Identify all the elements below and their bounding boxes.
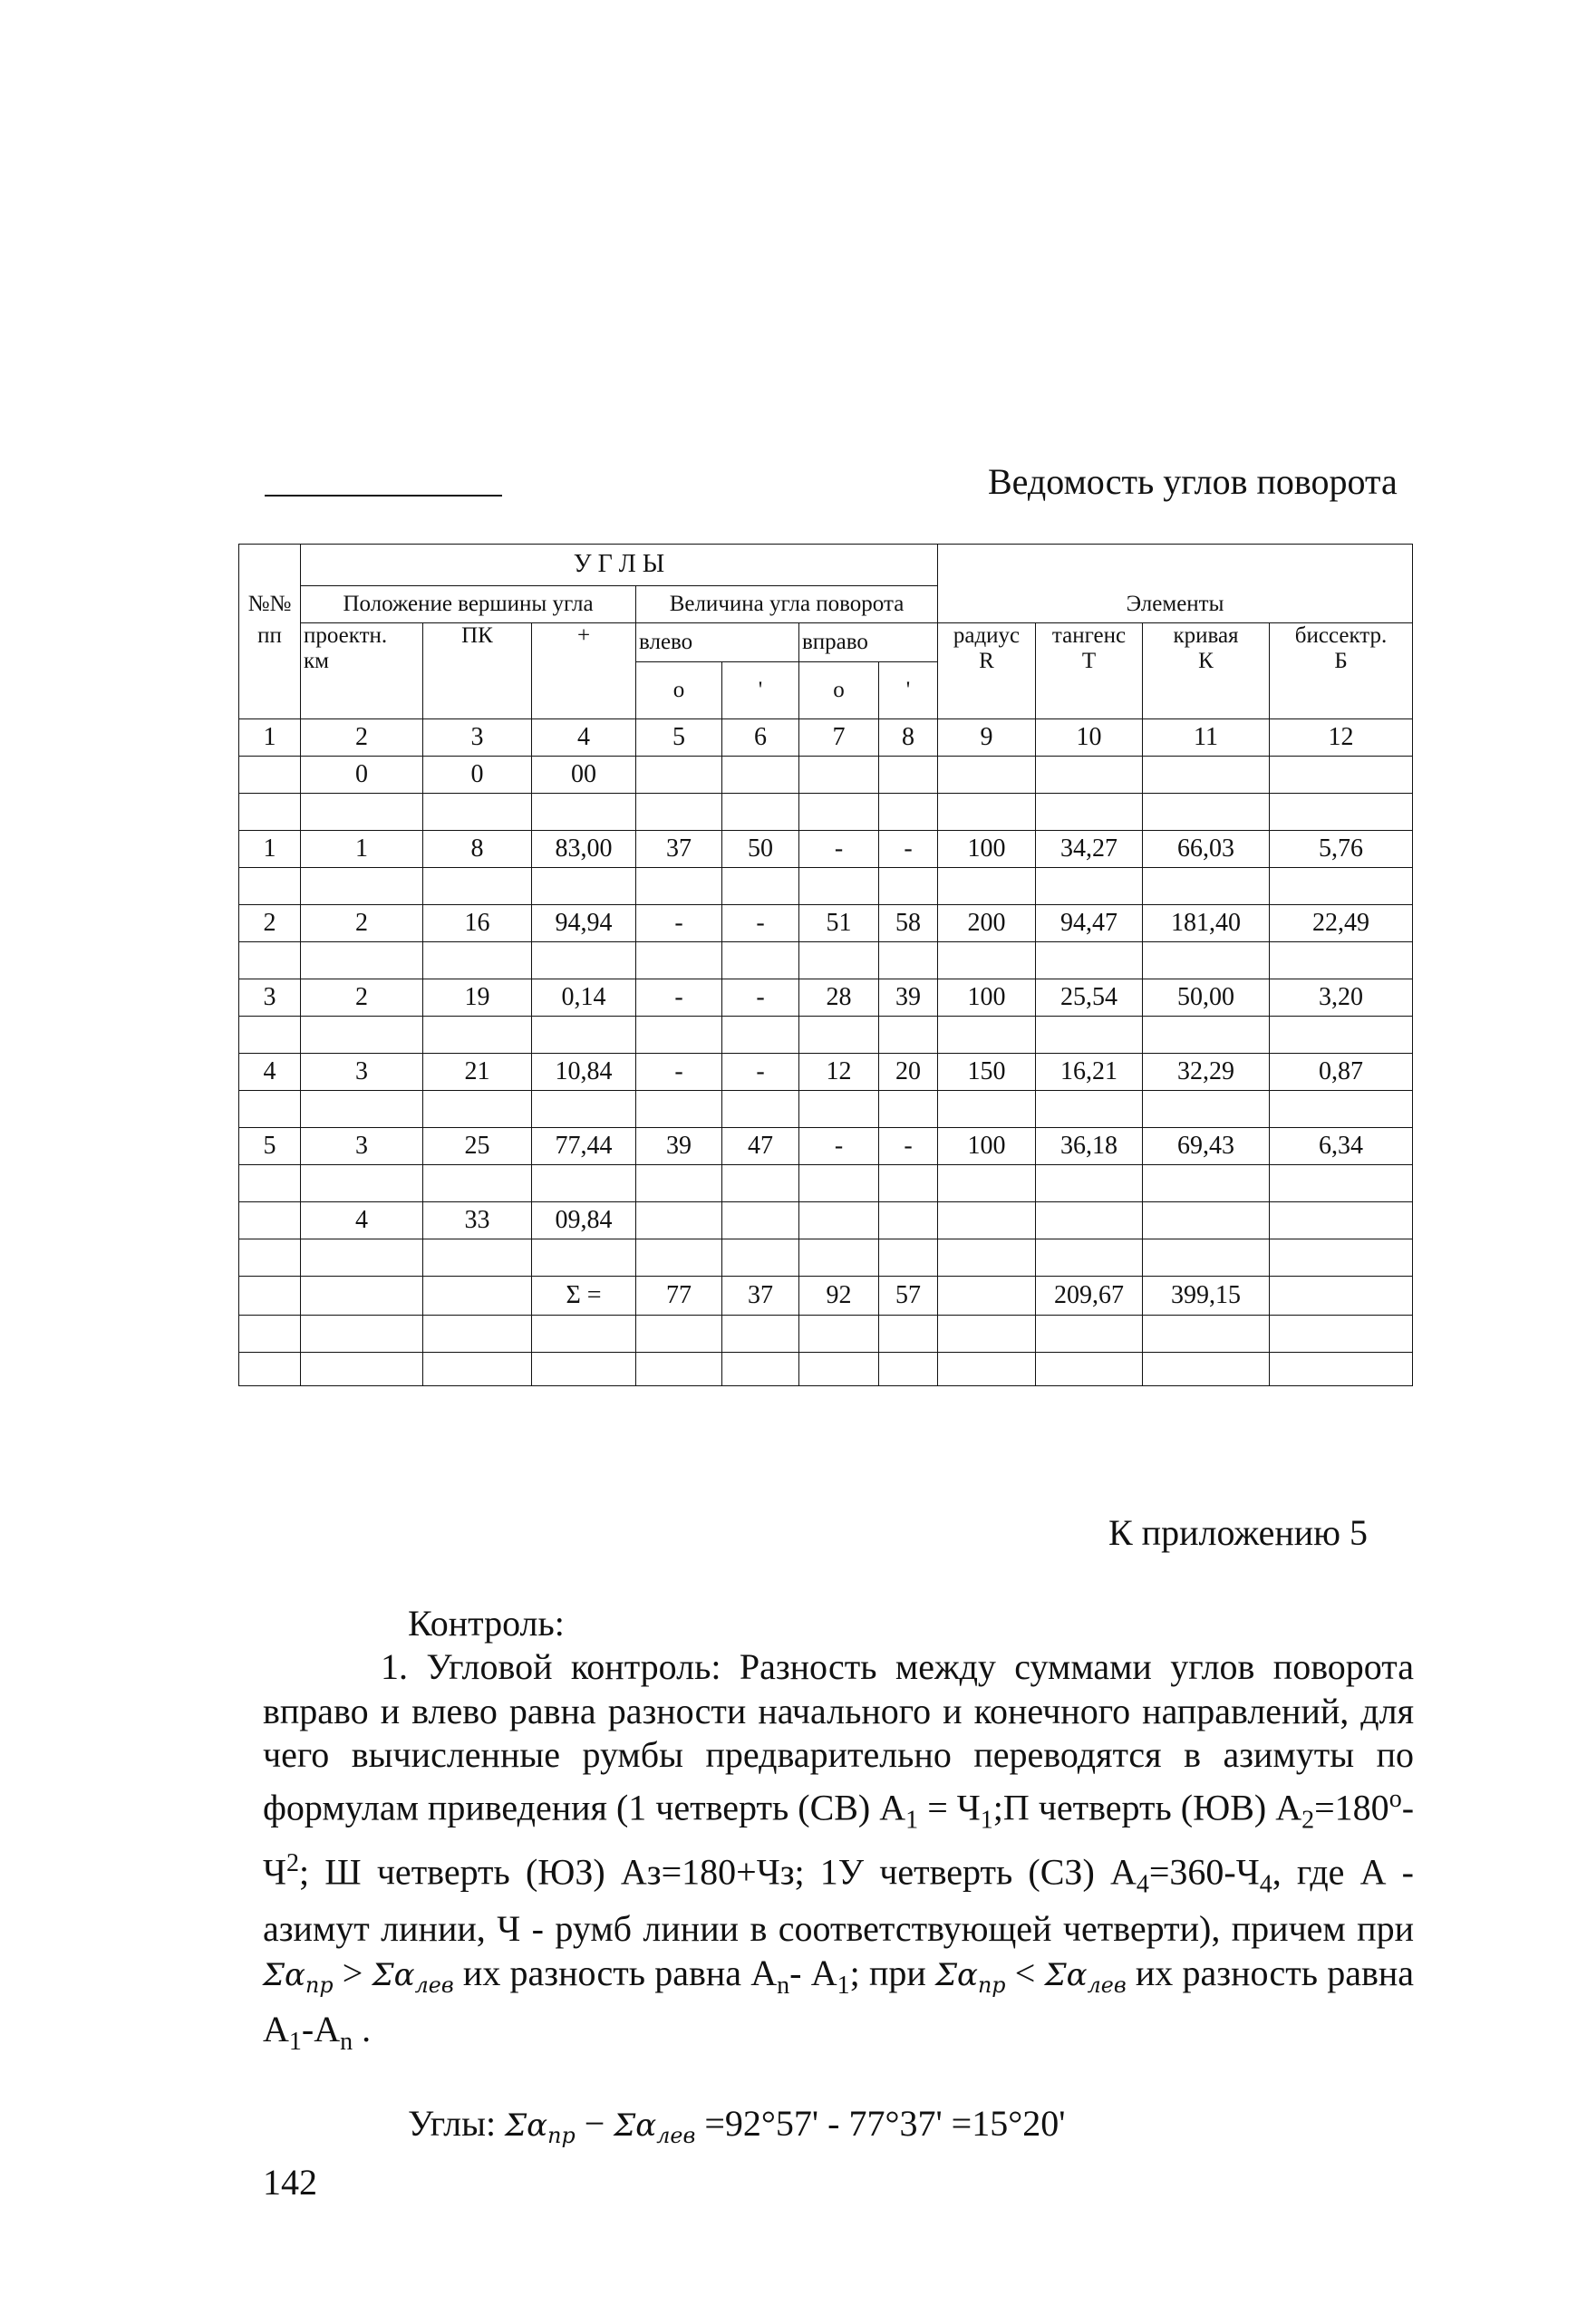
table-cell: - — [722, 979, 799, 1017]
table-cell: 00 — [532, 757, 636, 794]
angles-formula: Углы: $\Sigma\alpha_{пр} - \Sigma\alpha_{лев} =92^\circ 57' - 77^\circ 37' =15^\circ 20'$ — [408, 2103, 1066, 2148]
table-cell — [239, 757, 301, 794]
table-cell: 34,27 — [1036, 831, 1143, 868]
col-number: 7 — [799, 719, 879, 757]
header-row-3 — [239, 623, 1413, 662]
table-cell: 4 — [301, 1202, 423, 1239]
table-row — [239, 1054, 1413, 1091]
table-cell: 6,34 — [1270, 1128, 1413, 1165]
col-no-top — [239, 545, 301, 586]
sub-bisector: биссектр. Б — [1270, 623, 1413, 719]
left-min-head: ' — [722, 662, 799, 719]
table-cell: 12 — [799, 1054, 879, 1091]
group-angles: У Г Л Ы — [301, 545, 938, 586]
table-cell: 19 — [423, 979, 532, 1017]
sum-label: Σ = — [532, 1277, 636, 1316]
table-cell: - — [636, 979, 722, 1017]
col-number: 10 — [1036, 719, 1143, 757]
table-cell: 39 — [879, 979, 938, 1017]
table-cell: 3 — [301, 1128, 423, 1165]
table-cell: 83,00 — [532, 831, 636, 868]
table-cell: - — [799, 1128, 879, 1165]
col-number: 5 — [636, 719, 722, 757]
col-number: 9 — [938, 719, 1036, 757]
col-number: 8 — [879, 719, 938, 757]
table-cell: - — [636, 1054, 722, 1091]
sub-tangent: тангенс Т — [1036, 623, 1143, 719]
group-position: Положение вершины угла — [301, 586, 636, 623]
control-paragraph: 1. Угловой контроль: Разность между суммами углов поворота вправо и влево равна разности начального и конечного направлений, для чего вычисленные румбы предварительно переводятся в азимуты по формулам приведения (1 четверть (СВ) $А_1$ = $Ч_1;П$ четверть (ЮВ) $А_2=180^о-Ч^2$; Ш четверть (ЮЗ) Аз=180+Чз; 1У четверть (СЗ) $А_4=360-Ч_4$, где А - азимут линии, Ч - румб линии в соответствующей четверти), причем при $\Sigma\alpha_{пр} > \Sigma\alpha_{лев}$ их разность равна $А_n-$ $А_1$; при $\Sigma\alpha_{пр} < \Sigma\alpha_{лев}$ их разность равна $А_1-А_n$ . — [263, 1646, 1415, 2057]
table-cell — [239, 1202, 301, 1239]
table-cell: 39 — [636, 1128, 722, 1165]
sum-left-deg: 77 — [636, 1277, 722, 1316]
col-number: 4 — [532, 719, 636, 757]
sub-project-km: проектн. км — [301, 623, 423, 719]
table-cell: 150 — [938, 1054, 1036, 1091]
sub-left: влево — [636, 623, 799, 662]
table-cell: 50 — [722, 831, 799, 868]
table-cell: 22,49 — [1270, 905, 1413, 942]
table-cell: 2 — [301, 979, 423, 1017]
table-cell: 32,29 — [1143, 1054, 1270, 1091]
sum-right-formula: $\Sigma\alpha_{пр}$ — [263, 1956, 334, 1998]
col-number: 1 — [239, 719, 301, 757]
sum-curve: 399,15 — [1143, 1277, 1270, 1316]
table-cell: 4 — [239, 1054, 301, 1091]
sum-row — [239, 1277, 1413, 1316]
table-cell: - — [879, 831, 938, 868]
sub-right: вправо — [799, 623, 938, 662]
header-row-2 — [239, 586, 1413, 623]
table-row — [239, 979, 1413, 1017]
table-cell: 1 — [239, 831, 301, 868]
table-cell: 33 — [423, 1202, 532, 1239]
table-row — [239, 831, 1413, 868]
table-cell: 200 — [938, 905, 1036, 942]
page-title: Ведомость углов поворота — [988, 461, 1398, 502]
page-number: 142 — [263, 2162, 317, 2203]
table-cell: 94,94 — [532, 905, 636, 942]
table-cell: 16,21 — [1036, 1054, 1143, 1091]
col-number: 11 — [1143, 719, 1270, 757]
control-heading: Контроль: — [408, 1603, 565, 1644]
col-number: 2 — [301, 719, 423, 757]
table-cell: 20 — [879, 1054, 938, 1091]
table-cell: - — [799, 831, 879, 868]
table-cell: 0 — [423, 757, 532, 794]
sum-right-deg: 92 — [799, 1277, 879, 1316]
table-cell: 37 — [636, 831, 722, 868]
table-cell: 21 — [423, 1054, 532, 1091]
table-cell: - — [722, 905, 799, 942]
table-cell: 25,54 — [1036, 979, 1143, 1017]
sub-pk: ПК — [423, 623, 532, 719]
table-cell: 3 — [239, 979, 301, 1017]
table-cell: 50,00 — [1143, 979, 1270, 1017]
col-number: 3 — [423, 719, 532, 757]
right-min-head: ' — [879, 662, 938, 719]
end-row — [239, 1202, 1413, 1239]
table-cell: 8 — [423, 831, 532, 868]
sub-plus: + — [532, 623, 636, 719]
table-cell: 181,40 — [1143, 905, 1270, 942]
table-cell: 36,18 — [1036, 1128, 1143, 1165]
col-number: 12 — [1270, 719, 1413, 757]
table-cell: 0,87 — [1270, 1054, 1413, 1091]
table-cell: 77,44 — [532, 1128, 636, 1165]
table-row — [239, 905, 1413, 942]
table-cell: 1 — [301, 831, 423, 868]
sub-curve: кривая К — [1143, 623, 1270, 719]
group-elements: Элементы — [938, 586, 1413, 623]
sub-radius: радиус R — [938, 623, 1036, 719]
table-cell: 25 — [423, 1128, 532, 1165]
sum-tangent: 209,67 — [1036, 1277, 1143, 1316]
col-no-header: №№ — [239, 586, 301, 623]
table-cell: 5,76 — [1270, 831, 1413, 868]
table-cell: 10,84 — [532, 1054, 636, 1091]
header-rule — [265, 495, 502, 497]
left-deg-head: о — [636, 662, 722, 719]
table-cell: 69,43 — [1143, 1128, 1270, 1165]
table-cell: 66,03 — [1143, 831, 1270, 868]
group-elements-top — [938, 545, 1413, 586]
group-value: Величина угла поворота — [636, 586, 938, 623]
header-row-1 — [239, 545, 1413, 586]
table-cell: 47 — [722, 1128, 799, 1165]
table-cell: 58 — [879, 905, 938, 942]
table-cell: 94,47 — [1036, 905, 1143, 942]
table-cell: 0 — [301, 757, 423, 794]
table-cell: 0,14 — [532, 979, 636, 1017]
table-cell: 2 — [239, 905, 301, 942]
table-cell: 28 — [799, 979, 879, 1017]
col-no-header-2: пп — [239, 623, 301, 719]
right-deg-head: о — [799, 662, 879, 719]
table-row — [239, 1128, 1413, 1165]
table-cell: 3,20 — [1270, 979, 1413, 1017]
table-cell: 2 — [301, 905, 423, 942]
table-cell: - — [636, 905, 722, 942]
table-cell: - — [722, 1054, 799, 1091]
table-cell: 3 — [301, 1054, 423, 1091]
start-row — [239, 757, 1413, 794]
table-cell: 100 — [938, 1128, 1036, 1165]
table-cell: - — [879, 1128, 938, 1165]
sum-right-min: 57 — [879, 1277, 938, 1316]
table-cell: 5 — [239, 1128, 301, 1165]
table-cell: 16 — [423, 905, 532, 942]
sum-left-min: 37 — [722, 1277, 799, 1316]
table-cell: 09,84 — [532, 1202, 636, 1239]
table-cell: 100 — [938, 831, 1036, 868]
column-numbers-row — [239, 719, 1413, 757]
table-cell: 51 — [799, 905, 879, 942]
sum-left-formula: $\Sigma\alpha_{лев}$ — [372, 1956, 454, 1998]
appendix-reference: К приложению 5 — [1108, 1512, 1369, 1553]
col-number: 6 — [722, 719, 799, 757]
table-cell: 100 — [938, 979, 1036, 1017]
turn-angles-table — [238, 544, 1413, 1386]
